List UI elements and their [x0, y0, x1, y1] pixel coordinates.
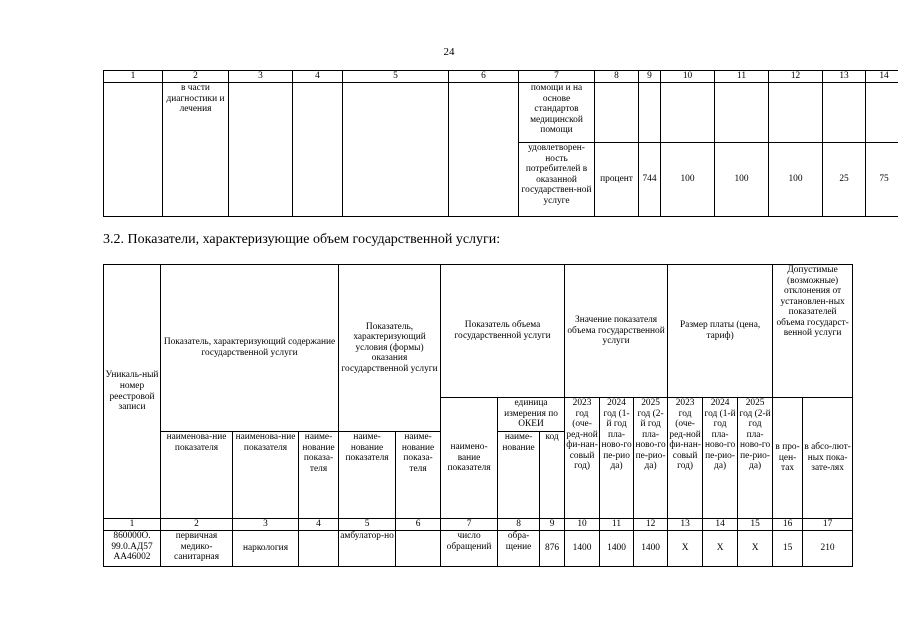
table1-cell	[229, 83, 293, 217]
header-fee-2025: 2025 год (2-й год пла-ново-го пе-рио-да)	[738, 398, 773, 519]
header-unique-number: Уникаль-ный номер реестровой записи	[104, 265, 161, 519]
table2-col-number: 16	[773, 519, 803, 531]
header-deviation: Допустимые (возможные) отклонения от установлен-ных показателей объема государст-венной услуги	[773, 265, 853, 398]
content-indicator-1: первичная медико-санитарная	[161, 531, 233, 567]
volume-indicators-table	[103, 264, 853, 567]
header-value-2024: 2024 год (1-й год пла-ново-го пе-рио да)	[600, 398, 634, 519]
table2-col-number: 12	[634, 519, 668, 531]
table1-col-number: 6	[449, 71, 519, 83]
table1-col-number: 4	[293, 71, 343, 83]
table2-col-number: 6	[396, 519, 441, 531]
table1-cell	[595, 83, 639, 143]
content-indicator-2: наркология	[233, 531, 299, 567]
table2-col-number: 10	[565, 519, 600, 531]
section-title: 3.2. Показатели, характеризующие объем государственной услуги:	[103, 232, 501, 247]
registry-number: 860000О. 99.0.АД57 АА46002	[104, 531, 161, 567]
header-value-2025: 2025 год (2-й год пла-ново-го пе-рио-да)	[634, 398, 668, 519]
header-name-indicator-3: наиме-нование показа-теля	[299, 432, 339, 519]
header-percent: в про-цен-тах	[773, 398, 803, 519]
page-number: 24	[443, 46, 455, 58]
table2-col-number: 17	[803, 519, 853, 531]
unit-name: обра-щение	[498, 531, 540, 567]
table1-cell	[866, 83, 898, 143]
table1-col-number: 13	[823, 71, 866, 83]
table2-col-number: 9	[540, 519, 565, 531]
header-fee-2024: 2024 год (1-й год пла-ново-го пе-рио-да)	[703, 398, 738, 519]
table1-cell	[449, 83, 519, 217]
table2-col-number: 15	[738, 519, 773, 531]
deviation-absolute: 210	[803, 531, 853, 567]
table2-col-number: 4	[299, 519, 339, 531]
table1-cell	[769, 83, 823, 143]
table2-col-number: 3	[233, 519, 299, 531]
value-2024: 1400	[600, 531, 634, 567]
header-content-indicator: Показатель, характеризующий содержание государственной услуги	[161, 265, 339, 432]
value-2023: 1400	[565, 531, 600, 567]
table1-header-numbers	[104, 71, 898, 83]
table1-cell-indicator-name: помощи и на основе стандартов медицинской помощи	[519, 83, 595, 143]
table2-column-numbers	[104, 519, 853, 531]
table1-cell	[639, 83, 661, 143]
condition-indicator-2	[396, 531, 441, 567]
volume-indicator-name: число обращений	[441, 531, 498, 567]
header-unit-code: код	[540, 432, 565, 519]
table2-col-number: 8	[498, 519, 540, 531]
table1-col-number: 3	[229, 71, 293, 83]
header-unit-okei: единица измерения по ОКЕИ	[498, 398, 565, 432]
table1-cell	[343, 83, 449, 217]
content-indicator-3	[299, 531, 339, 567]
header-unit-name: наиме-нование	[498, 432, 540, 519]
unit-code: 876	[540, 531, 565, 567]
table1-col-number: 10	[661, 71, 715, 83]
table2-col-number: 11	[600, 519, 634, 531]
table1-cell-deviation: 25	[823, 143, 866, 217]
header-value-2023: 2023 год (оче-ред-ной фи-нан-совый год)	[565, 398, 600, 519]
table2-col-number: 14	[703, 519, 738, 531]
table2-col-number: 7	[441, 519, 498, 531]
header-name-indicator-2: наименова-ние показателя	[233, 432, 299, 519]
header-absolute: в абсо-лют-ных пока-зате-лях	[803, 398, 853, 519]
header-fee: Размер платы (цена, тариф)	[668, 265, 773, 398]
table2-col-number: 1	[104, 519, 161, 531]
table1-cell-value: 100	[769, 143, 823, 217]
deviation-percent: 15	[773, 531, 803, 567]
header-conditions-indicator: Показатель, характеризующий условия (формы) оказания государственной услуги	[339, 265, 441, 432]
table1-cell	[293, 83, 343, 217]
table1-col-number: 5	[343, 71, 449, 83]
table1-cell-code: 744	[639, 143, 661, 217]
header-volume-value: Значение показателя объема государственной услуги	[565, 265, 668, 398]
header-name-indicator-5: наиме-нование показа-теля	[396, 432, 441, 519]
table2-col-number: 13	[668, 519, 703, 531]
value-2025: 1400	[634, 531, 668, 567]
table2-row	[104, 531, 853, 567]
table1-col-number: 11	[715, 71, 769, 83]
header-name-indicator-1: наименова-ние показателя	[161, 432, 233, 519]
table1-cell-value: 100	[661, 143, 715, 217]
table1-cell	[823, 83, 866, 143]
table2-col-number: 5	[339, 519, 396, 531]
table1-row	[104, 83, 898, 143]
table1-cell-indicator-name: удовлетворен-ность потребителей в оказанной государствен-ной услуге	[519, 143, 595, 217]
table1-cell-deviation: 75	[866, 143, 898, 217]
table1-col-number: 8	[595, 71, 639, 83]
header-volume-indicator: Показатель объема государственной услуги	[441, 265, 565, 398]
table1-col-number: 7	[519, 71, 595, 83]
table1-col-number: 1	[104, 71, 163, 83]
table1-col-number: 12	[769, 71, 823, 83]
table1-cell	[104, 83, 163, 217]
header-name-indicator-volume: наимено-вание показателя	[441, 398, 498, 519]
table1-cell	[715, 83, 769, 143]
condition-indicator-1: амбулатор-но	[339, 531, 396, 567]
table1-col-number: 2	[163, 71, 229, 83]
table1-cell	[661, 83, 715, 143]
table2-col-number: 2	[161, 519, 233, 531]
quality-indicators-table	[103, 70, 898, 217]
table1-col-number: 9	[639, 71, 661, 83]
table1-cell-service-part: в части диагностики и лечения	[163, 83, 229, 217]
fee-2023: Х	[668, 531, 703, 567]
table1-cell-unit: процент	[595, 143, 639, 217]
header-name-indicator-4: наиме-нование показателя	[339, 432, 396, 519]
header-fee-2023: 2023 год (оче-ред-ной фи-нан-совый год)	[668, 398, 703, 519]
fee-2025: Х	[738, 531, 773, 567]
fee-2024: Х	[703, 531, 738, 567]
table1-cell-value: 100	[715, 143, 769, 217]
table1-col-number: 14	[866, 71, 898, 83]
